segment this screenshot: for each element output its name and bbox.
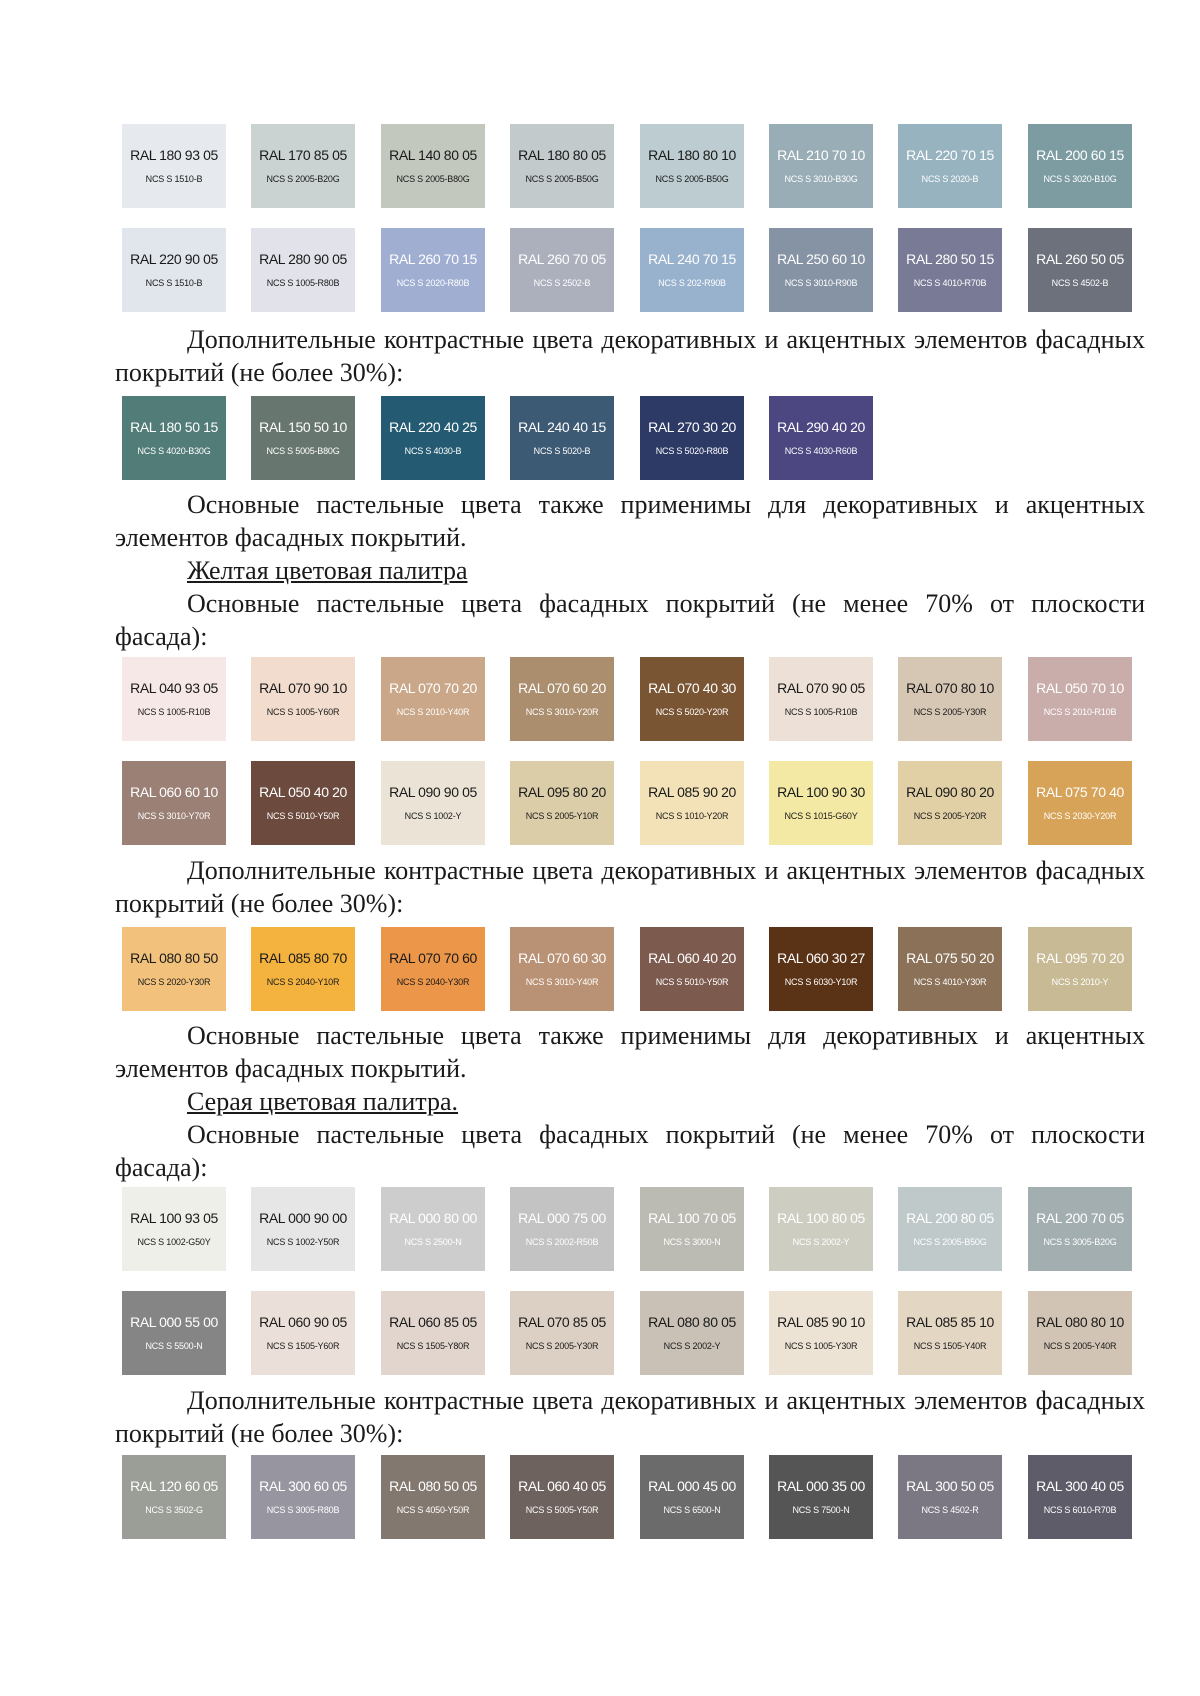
yellow-main-caption: Основные пастельные цвета фасадных покрытий (не менее 70% от плоскости фасада): — [115, 589, 1145, 651]
color-swatch — [251, 761, 355, 845]
ncs-code: NCS S 5010-Y50R — [266, 811, 340, 821]
color-swatch — [381, 1291, 485, 1375]
gray-accent-caption: Дополнительные контрастные цвета декоративных и акцентных элементов фасадных покрытий (не более 30%): — [115, 1386, 1145, 1448]
ral-code: RAL 070 60 20 — [518, 680, 606, 696]
ral-code: RAL 070 60 30 — [518, 950, 606, 966]
ncs-code: NCS S 1505-Y60R — [266, 1341, 340, 1351]
ncs-code: NCS S 3010-B30G — [784, 174, 858, 184]
ncs-code: NCS S 1015-G60Y — [784, 811, 858, 821]
color-swatch — [381, 396, 485, 480]
color-swatch — [640, 927, 744, 1011]
color-swatch — [122, 228, 226, 312]
color-swatch — [122, 657, 226, 741]
ral-code: RAL 260 70 15 — [389, 251, 477, 267]
color-swatch — [510, 1187, 614, 1271]
ral-code: RAL 280 50 15 — [906, 251, 994, 267]
ncs-code: NCS S 2040-Y10R — [266, 977, 340, 987]
color-swatch — [769, 761, 873, 845]
yellow-main-row-2 — [0, 761, 1200, 845]
color-swatch — [1028, 927, 1132, 1011]
ncs-code: NCS S 1010-Y20R — [655, 811, 729, 821]
color-swatch — [510, 1291, 614, 1375]
ncs-code: NCS S 1002-G50Y — [137, 1237, 211, 1247]
ncs-code: NCS S 1002-Y — [404, 811, 462, 821]
ncs-code: NCS S 6030-Y10R — [784, 977, 858, 987]
ncs-code: NCS S 3000-N — [663, 1237, 721, 1247]
ncs-code: NCS S 3010-Y70R — [137, 811, 211, 821]
color-swatch — [251, 396, 355, 480]
ral-code: RAL 085 90 10 — [777, 1314, 865, 1330]
color-swatch — [510, 657, 614, 741]
ral-code: RAL 080 80 50 — [130, 950, 218, 966]
ral-code: RAL 070 40 30 — [648, 680, 736, 696]
ncs-code: NCS S 3010-R90B — [784, 278, 858, 288]
ral-code: RAL 060 40 20 — [648, 950, 736, 966]
ral-code: RAL 070 70 60 — [389, 950, 477, 966]
ral-code: RAL 085 85 10 — [906, 1314, 994, 1330]
ral-code: RAL 060 30 27 — [777, 950, 865, 966]
yellow-main-row-1 — [0, 657, 1200, 741]
blue-accent-row — [0, 396, 1200, 480]
ral-code: RAL 095 70 20 — [1036, 950, 1124, 966]
ncs-code: NCS S 2502-B — [533, 278, 591, 288]
ral-code: RAL 240 70 15 — [648, 251, 736, 267]
ral-code: RAL 200 60 15 — [1036, 147, 1124, 163]
ral-code: RAL 060 40 05 — [518, 1478, 606, 1494]
color-swatch — [769, 1455, 873, 1539]
ral-code: RAL 240 40 15 — [518, 419, 606, 435]
color-swatch — [769, 1187, 873, 1271]
ral-code: RAL 095 80 20 — [518, 784, 606, 800]
color-swatch — [122, 124, 226, 208]
ral-code: RAL 090 80 20 — [906, 784, 994, 800]
ncs-code: NCS S 1005-R10B — [784, 707, 858, 717]
color-swatch — [251, 1291, 355, 1375]
gray-palette-heading: Серая цветовая палитра. — [187, 1087, 459, 1116]
color-swatch — [510, 761, 614, 845]
color-swatch — [640, 124, 744, 208]
ral-code: RAL 080 50 05 — [389, 1478, 477, 1494]
ral-code: RAL 300 40 05 — [1036, 1478, 1124, 1494]
ral-code: RAL 050 40 20 — [259, 784, 347, 800]
ncs-code: NCS S 1510-B — [145, 174, 203, 184]
ncs-code: NCS S 5005-Y50R — [525, 1505, 599, 1515]
color-swatch — [122, 1187, 226, 1271]
color-swatch — [640, 1455, 744, 1539]
ral-code: RAL 080 80 10 — [1036, 1314, 1124, 1330]
color-swatch — [251, 1455, 355, 1539]
ncs-code: NCS S 6500-N — [663, 1505, 721, 1515]
color-swatch — [510, 228, 614, 312]
ral-code: RAL 100 70 05 — [648, 1210, 736, 1226]
color-swatch — [640, 1187, 744, 1271]
gray-main-row-2 — [0, 1291, 1200, 1375]
color-swatch — [898, 1291, 1002, 1375]
color-swatch — [769, 1291, 873, 1375]
ncs-code: NCS S 1002-Y50R — [266, 1237, 340, 1247]
ral-code: RAL 000 35 00 — [777, 1478, 865, 1494]
ncs-code: NCS S 2040-Y30R — [396, 977, 470, 987]
ral-code: RAL 100 80 05 — [777, 1210, 865, 1226]
ncs-code: NCS S 7500-N — [792, 1505, 850, 1515]
ncs-code: NCS S 2005-B50G — [655, 174, 729, 184]
ral-code: RAL 180 80 10 — [648, 147, 736, 163]
color-swatch — [898, 657, 1002, 741]
ral-code: RAL 070 90 10 — [259, 680, 347, 696]
ncs-code: NCS S 3010-Y40R — [525, 977, 599, 987]
color-swatch — [381, 761, 485, 845]
ncs-code: NCS S 2005-B50G — [525, 174, 599, 184]
ncs-code: NCS S 5500-N — [145, 1341, 203, 1351]
color-swatch — [251, 657, 355, 741]
yellow-accent-caption: Дополнительные контрастные цвета декоративных и акцентных элементов фасадных покрытий (не более 30%): — [115, 856, 1145, 918]
color-swatch — [122, 396, 226, 480]
color-swatch — [510, 124, 614, 208]
blue-main-row-2 — [0, 228, 1200, 312]
color-swatch — [1028, 761, 1132, 845]
ncs-code: NCS S 2005-Y30R — [913, 707, 987, 717]
color-swatch — [640, 657, 744, 741]
ncs-code: NCS S 5005-B80G — [266, 446, 340, 456]
ncs-code: NCS S 2010-R10B — [1043, 707, 1117, 717]
color-swatch — [769, 396, 873, 480]
ncs-code: NCS S 4050-Y50R — [396, 1505, 470, 1515]
color-swatch — [640, 396, 744, 480]
ncs-code: NCS S 3005-R80B — [266, 1505, 340, 1515]
color-swatch — [510, 1455, 614, 1539]
ral-code: RAL 180 50 15 — [130, 419, 218, 435]
color-swatch — [769, 657, 873, 741]
ral-code: RAL 070 85 05 — [518, 1314, 606, 1330]
ncs-code: NCS S 3502-G — [145, 1505, 203, 1515]
ral-code: RAL 090 90 05 — [389, 784, 477, 800]
ral-code: RAL 300 50 05 — [906, 1478, 994, 1494]
ncs-code: NCS S 1505-Y80R — [396, 1341, 470, 1351]
ncs-code: NCS S 4010-Y30R — [913, 977, 987, 987]
ncs-code: NCS S 4030-R60B — [784, 446, 858, 456]
color-swatch — [1028, 124, 1132, 208]
color-swatch — [640, 761, 744, 845]
ral-code: RAL 260 70 05 — [518, 251, 606, 267]
color-swatch — [1028, 228, 1132, 312]
ncs-code: NCS S 1005-Y30R — [784, 1341, 858, 1351]
yellow-note: Основные пастельные цвета также применимы для декоративных и акцентных элементов фасадных покрытий. — [115, 1021, 1145, 1083]
ncs-code: NCS S 3005-B20G — [1043, 1237, 1117, 1247]
ral-code: RAL 300 60 05 — [259, 1478, 347, 1494]
color-swatch — [769, 228, 873, 312]
ral-code: RAL 080 80 05 — [648, 1314, 736, 1330]
ral-code: RAL 180 80 05 — [518, 147, 606, 163]
ral-code: RAL 100 93 05 — [130, 1210, 218, 1226]
ncs-code: NCS S 2005-Y20R — [913, 811, 987, 821]
color-swatch — [898, 1455, 1002, 1539]
ral-code: RAL 220 70 15 — [906, 147, 994, 163]
ral-code: RAL 000 75 00 — [518, 1210, 606, 1226]
ral-code: RAL 140 80 05 — [389, 147, 477, 163]
color-swatch — [381, 657, 485, 741]
ncs-code: NCS S 5020-Y20R — [655, 707, 729, 717]
color-swatch — [251, 124, 355, 208]
ral-code: RAL 100 90 30 — [777, 784, 865, 800]
color-swatch — [1028, 657, 1132, 741]
ncs-code: NCS S 6010-R70B — [1043, 1505, 1117, 1515]
color-swatch — [1028, 1187, 1132, 1271]
ral-code: RAL 060 85 05 — [389, 1314, 477, 1330]
ral-code: RAL 000 45 00 — [648, 1478, 736, 1494]
ral-code: RAL 150 50 10 — [259, 419, 347, 435]
yellow-accent-row — [0, 927, 1200, 1011]
ral-code: RAL 070 80 10 — [906, 680, 994, 696]
color-swatch — [381, 927, 485, 1011]
ral-code: RAL 270 30 20 — [648, 419, 736, 435]
blue-accent-caption: Дополнительные контрастные цвета декоративных и акцентных элементов фасадных покрытий (не более 30%): — [115, 325, 1145, 387]
color-swatch — [122, 927, 226, 1011]
color-swatch — [122, 1455, 226, 1539]
ral-code: RAL 000 90 00 — [259, 1210, 347, 1226]
ncs-code: NCS S 2500-N — [404, 1237, 462, 1247]
ncs-code: NCS S 2010-Y40R — [396, 707, 470, 717]
ral-code: RAL 060 90 05 — [259, 1314, 347, 1330]
color-swatch — [510, 396, 614, 480]
ral-code: RAL 120 60 05 — [130, 1478, 218, 1494]
color-swatch — [381, 124, 485, 208]
ncs-code: NCS S 1005-R80B — [266, 278, 340, 288]
color-swatch — [898, 761, 1002, 845]
ncs-code: NCS S 4030-B — [404, 446, 462, 456]
ncs-code: NCS S 4502-B — [1051, 278, 1109, 288]
ncs-code: NCS S 5020-B — [533, 446, 591, 456]
color-swatch — [381, 1455, 485, 1539]
ncs-code: NCS S 3010-Y20R — [525, 707, 599, 717]
color-swatch — [510, 927, 614, 1011]
color-swatch — [1028, 1291, 1132, 1375]
color-swatch — [122, 1291, 226, 1375]
ncs-code: NCS S 2005-B50G — [913, 1237, 987, 1247]
color-swatch — [122, 761, 226, 845]
ral-code: RAL 260 50 05 — [1036, 251, 1124, 267]
color-swatch — [898, 124, 1002, 208]
ral-code: RAL 200 80 05 — [906, 1210, 994, 1226]
ral-code: RAL 040 93 05 — [130, 680, 218, 696]
ncs-code: NCS S 1510-B — [145, 278, 203, 288]
color-swatch — [769, 927, 873, 1011]
ncs-code: NCS S 2002-R50B — [525, 1237, 599, 1247]
color-swatch — [1028, 1455, 1132, 1539]
ral-code: RAL 075 50 20 — [906, 950, 994, 966]
ral-code: RAL 050 70 10 — [1036, 680, 1124, 696]
ral-code: RAL 200 70 05 — [1036, 1210, 1124, 1226]
ncs-code: NCS S 4502-R — [921, 1505, 979, 1515]
ral-code: RAL 070 90 05 — [777, 680, 865, 696]
ral-code: RAL 210 70 10 — [777, 147, 865, 163]
color-swatch — [898, 927, 1002, 1011]
ncs-code: NCS S 2030-Y20R — [1043, 811, 1117, 821]
ral-code: RAL 060 60 10 — [130, 784, 218, 800]
ncs-code: NCS S 2020-R80B — [396, 278, 470, 288]
ral-code: RAL 220 40 25 — [389, 419, 477, 435]
ncs-code: NCS S 1005-R10B — [137, 707, 211, 717]
ncs-code: NCS S 3020-B10G — [1043, 174, 1117, 184]
ncs-code: NCS S 4010-R70B — [913, 278, 987, 288]
ral-code: RAL 250 60 10 — [777, 251, 865, 267]
ncs-code: NCS S 1005-Y60R — [266, 707, 340, 717]
color-swatch — [640, 1291, 744, 1375]
color-swatch — [251, 1187, 355, 1271]
color-swatch — [251, 927, 355, 1011]
ncs-code: NCS S 2005-B80G — [396, 174, 470, 184]
color-swatch — [251, 228, 355, 312]
ral-code: RAL 220 90 05 — [130, 251, 218, 267]
ncs-code: NCS S 2005-Y40R — [1043, 1341, 1117, 1351]
ncs-code: NCS S 2010-Y — [1051, 977, 1109, 987]
ncs-code: NCS S 1505-Y40R — [913, 1341, 987, 1351]
ncs-code: NCS S 4020-B30G — [137, 446, 211, 456]
ral-code: RAL 000 80 00 — [389, 1210, 477, 1226]
ral-code: RAL 180 93 05 — [130, 147, 218, 163]
color-swatch — [898, 228, 1002, 312]
ncs-code: NCS S 2005-Y10R — [525, 811, 599, 821]
ral-code: RAL 290 40 20 — [777, 419, 865, 435]
yellow-palette-heading: Желтая цветовая палитра — [187, 556, 468, 585]
ncs-code: NCS S 5020-R80B — [655, 446, 729, 456]
ral-code: RAL 000 55 00 — [130, 1314, 218, 1330]
ral-code: RAL 085 90 20 — [648, 784, 736, 800]
ncs-code: NCS S 2020-Y30R — [137, 977, 211, 987]
ral-code: RAL 085 80 70 — [259, 950, 347, 966]
gray-main-row-1 — [0, 1187, 1200, 1271]
ral-code: RAL 075 70 40 — [1036, 784, 1124, 800]
ncs-code: NCS S 5010-Y50R — [655, 977, 729, 987]
ncs-code: NCS S 2002-Y — [663, 1341, 721, 1351]
gray-accent-row — [0, 1455, 1200, 1539]
ncs-code: NCS S 202-R90B — [658, 278, 726, 288]
ncs-code: NCS S 2005-Y30R — [525, 1341, 599, 1351]
color-swatch — [769, 124, 873, 208]
blue-main-row-1 — [0, 124, 1200, 208]
color-swatch — [640, 228, 744, 312]
color-swatch — [381, 1187, 485, 1271]
color-swatch — [898, 1187, 1002, 1271]
ral-code: RAL 070 70 20 — [389, 680, 477, 696]
gray-main-caption: Основные пастельные цвета фасадных покрытий (не менее 70% от плоскости фасада): — [115, 1120, 1145, 1182]
ral-code: RAL 280 90 05 — [259, 251, 347, 267]
ncs-code: NCS S 2002-Y — [792, 1237, 850, 1247]
ral-code: RAL 170 85 05 — [259, 147, 347, 163]
blue-note: Основные пастельные цвета также применимы для декоративных и акцентных элементов фасадных покрытий. — [115, 490, 1145, 552]
ncs-code: NCS S 2020-B — [921, 174, 979, 184]
ncs-code: NCS S 2005-B20G — [266, 174, 340, 184]
color-swatch — [381, 228, 485, 312]
